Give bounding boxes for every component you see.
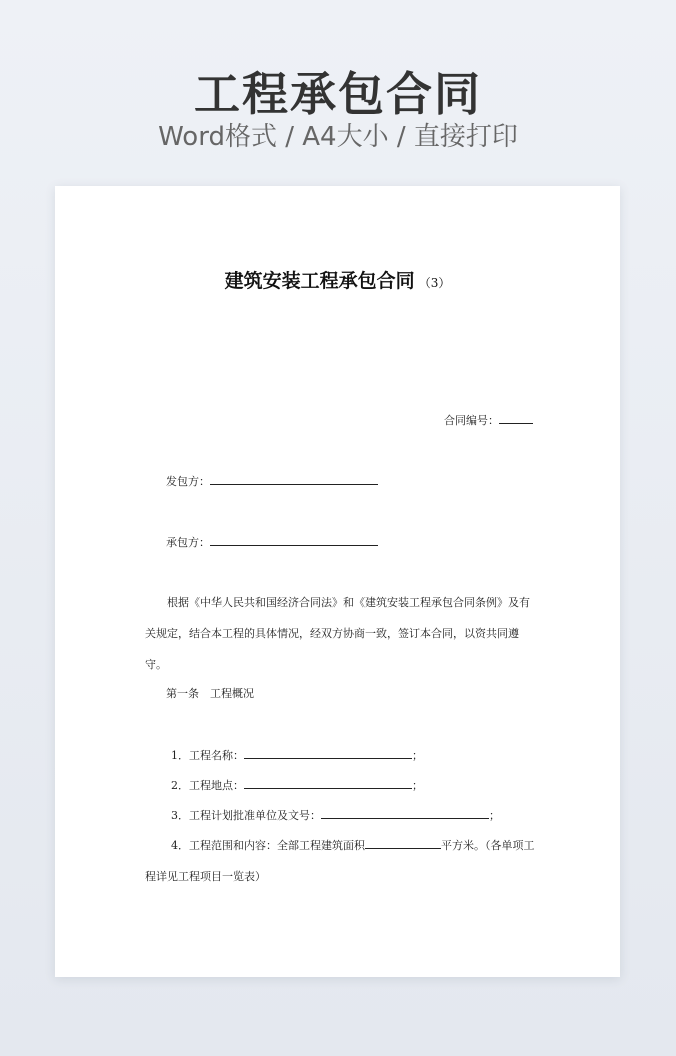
item-4 xyxy=(145,830,540,892)
item-end: ； xyxy=(489,809,500,822)
item-number: 2． xyxy=(171,779,189,792)
employer-line xyxy=(166,473,378,490)
intro-paragraph: 根据《中华人民共和国经济合同法》和《建筑安装工程承包合同条例》及有关规定，结合本工程的具体情况，经双方协商一致，签订本合同，以资共同遵守。 xyxy=(145,596,530,671)
item-4-blank[interactable] xyxy=(365,837,441,849)
item-label: 工程地点： xyxy=(189,779,244,792)
item-label: 工程计划批准单位及文号： xyxy=(189,809,321,822)
item-end: ； xyxy=(412,779,423,792)
contractor-label: 承包方： xyxy=(166,536,210,549)
item-1 xyxy=(171,747,423,764)
contractor-line xyxy=(166,534,378,551)
item-label: 工程名称： xyxy=(189,749,244,762)
contract-number-label: 合同编号： xyxy=(444,414,499,427)
document-title xyxy=(55,266,620,293)
document-page xyxy=(55,186,620,977)
contract-number-line xyxy=(444,412,533,429)
item-3 xyxy=(171,807,500,824)
item-3-blank[interactable] xyxy=(321,807,489,819)
item-2-blank[interactable] xyxy=(244,777,412,789)
contractor-blank[interactable] xyxy=(210,534,378,546)
item-4-unit: 平方米。（各单项工程详见工程项目一览表） xyxy=(145,839,535,883)
item-label: 工程范围和内容：全部工程建筑面积 xyxy=(189,839,365,852)
article1-heading: 第一条 工程概况 xyxy=(166,687,254,700)
item-number: 4． xyxy=(171,839,189,852)
employer-label: 发包方： xyxy=(166,475,210,488)
contract-number-blank[interactable] xyxy=(499,412,533,424)
employer-blank[interactable] xyxy=(210,473,378,485)
banner-subtitle: Word格式 / A4大小 / 直接打印 xyxy=(158,122,518,152)
document-title-text: 建筑安装工程承包合同 xyxy=(224,270,415,292)
item-end: ； xyxy=(412,749,423,762)
item-number: 1． xyxy=(171,749,189,762)
item-2 xyxy=(171,777,423,794)
item-1-blank[interactable] xyxy=(244,747,412,759)
item-number: 3． xyxy=(171,809,189,822)
banner-title: 工程承包合同 xyxy=(194,67,482,121)
document-title-suffix: （3） xyxy=(418,276,451,290)
